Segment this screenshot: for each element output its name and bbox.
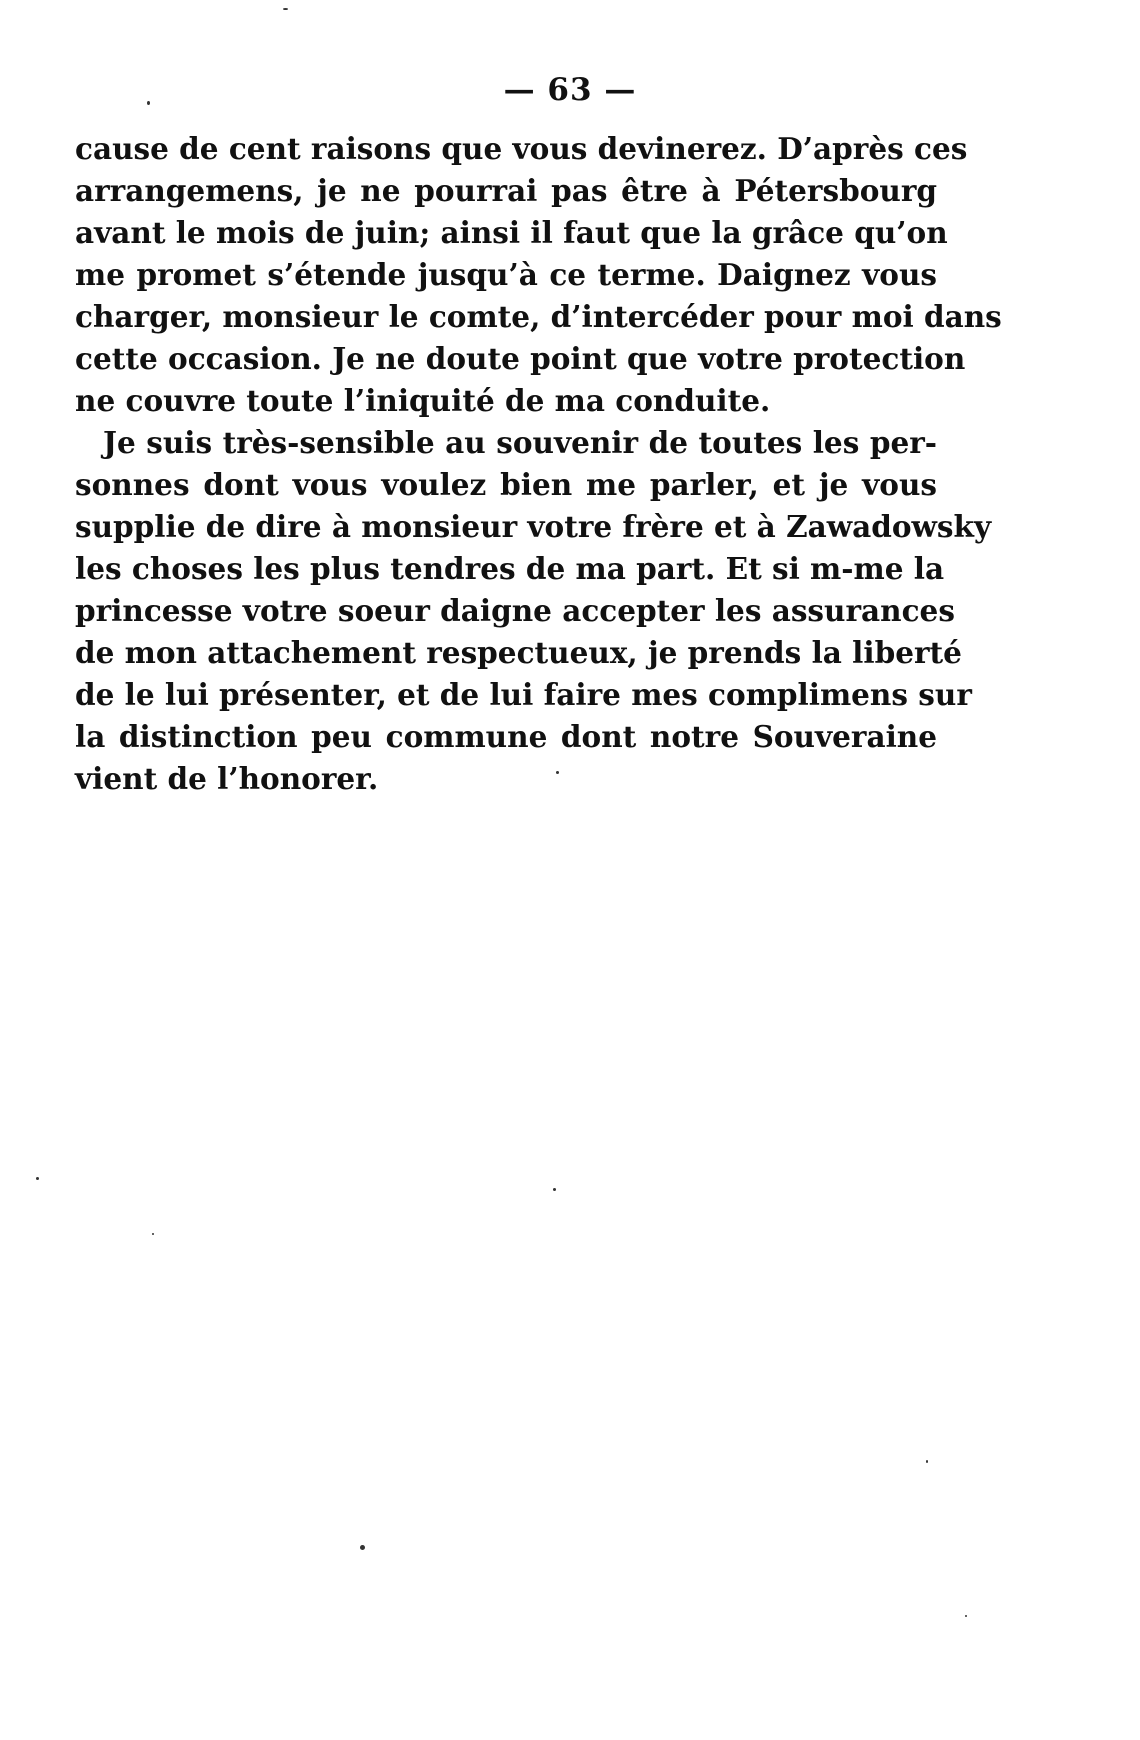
text-line: sonnes dont vous voulez bien me parler, et je vous bbox=[75, 467, 937, 502]
text-line: la distinction peu commune dont notre Souveraine bbox=[75, 719, 937, 754]
text-line: princesse votre soeur daigne accepter les assurances bbox=[75, 593, 955, 628]
text-line: arrangemens, je ne pourrai pas être à Pétersbourg bbox=[75, 173, 937, 208]
scan-speck bbox=[965, 1615, 967, 1617]
scan-speck bbox=[283, 8, 288, 10]
text-line: Je suis très-sensible au souvenir de toutes les per- bbox=[103, 425, 937, 460]
scan-speck bbox=[36, 1177, 39, 1180]
scan-speck bbox=[553, 1188, 556, 1191]
scan-speck bbox=[147, 101, 150, 105]
scan-speck bbox=[152, 1233, 154, 1235]
text-line: supplie de dire à monsieur votre frère et à Zawadowsky bbox=[75, 509, 992, 544]
text-line: avant le mois de juin; ainsi il faut que la grâce qu’on bbox=[75, 215, 948, 250]
text-line: ne couvre toute l’iniquité de ma conduite. bbox=[75, 383, 771, 418]
text-line: de le lui présenter, et de lui faire mes complimens sur bbox=[75, 677, 972, 712]
body-text bbox=[75, 128, 1002, 800]
text-line: cause de cent raisons que vous devinerez. D’après ces bbox=[75, 131, 968, 166]
paragraph-2 bbox=[75, 422, 992, 800]
text-line: de mon attachement respectueux, je prends la liberté bbox=[75, 635, 962, 670]
scan-speck bbox=[556, 771, 559, 774]
text-line: vient de l’honorer. bbox=[75, 761, 379, 796]
text-line: me promet s’étende jusqu’à ce terme. Daignez vous bbox=[75, 257, 937, 292]
page-number: — 63 — bbox=[503, 72, 637, 108]
paragraph-1 bbox=[75, 128, 1002, 422]
scan-speck bbox=[926, 1460, 928, 1463]
scan-speck bbox=[360, 1545, 365, 1550]
text-line: les choses les plus tendres de ma part. Et si m-me la bbox=[75, 551, 945, 586]
text-line: charger, monsieur le comte, d’intercéder pour moi dans bbox=[75, 299, 1002, 334]
text-line: cette occasion. Je ne doute point que votre protection bbox=[75, 341, 966, 376]
